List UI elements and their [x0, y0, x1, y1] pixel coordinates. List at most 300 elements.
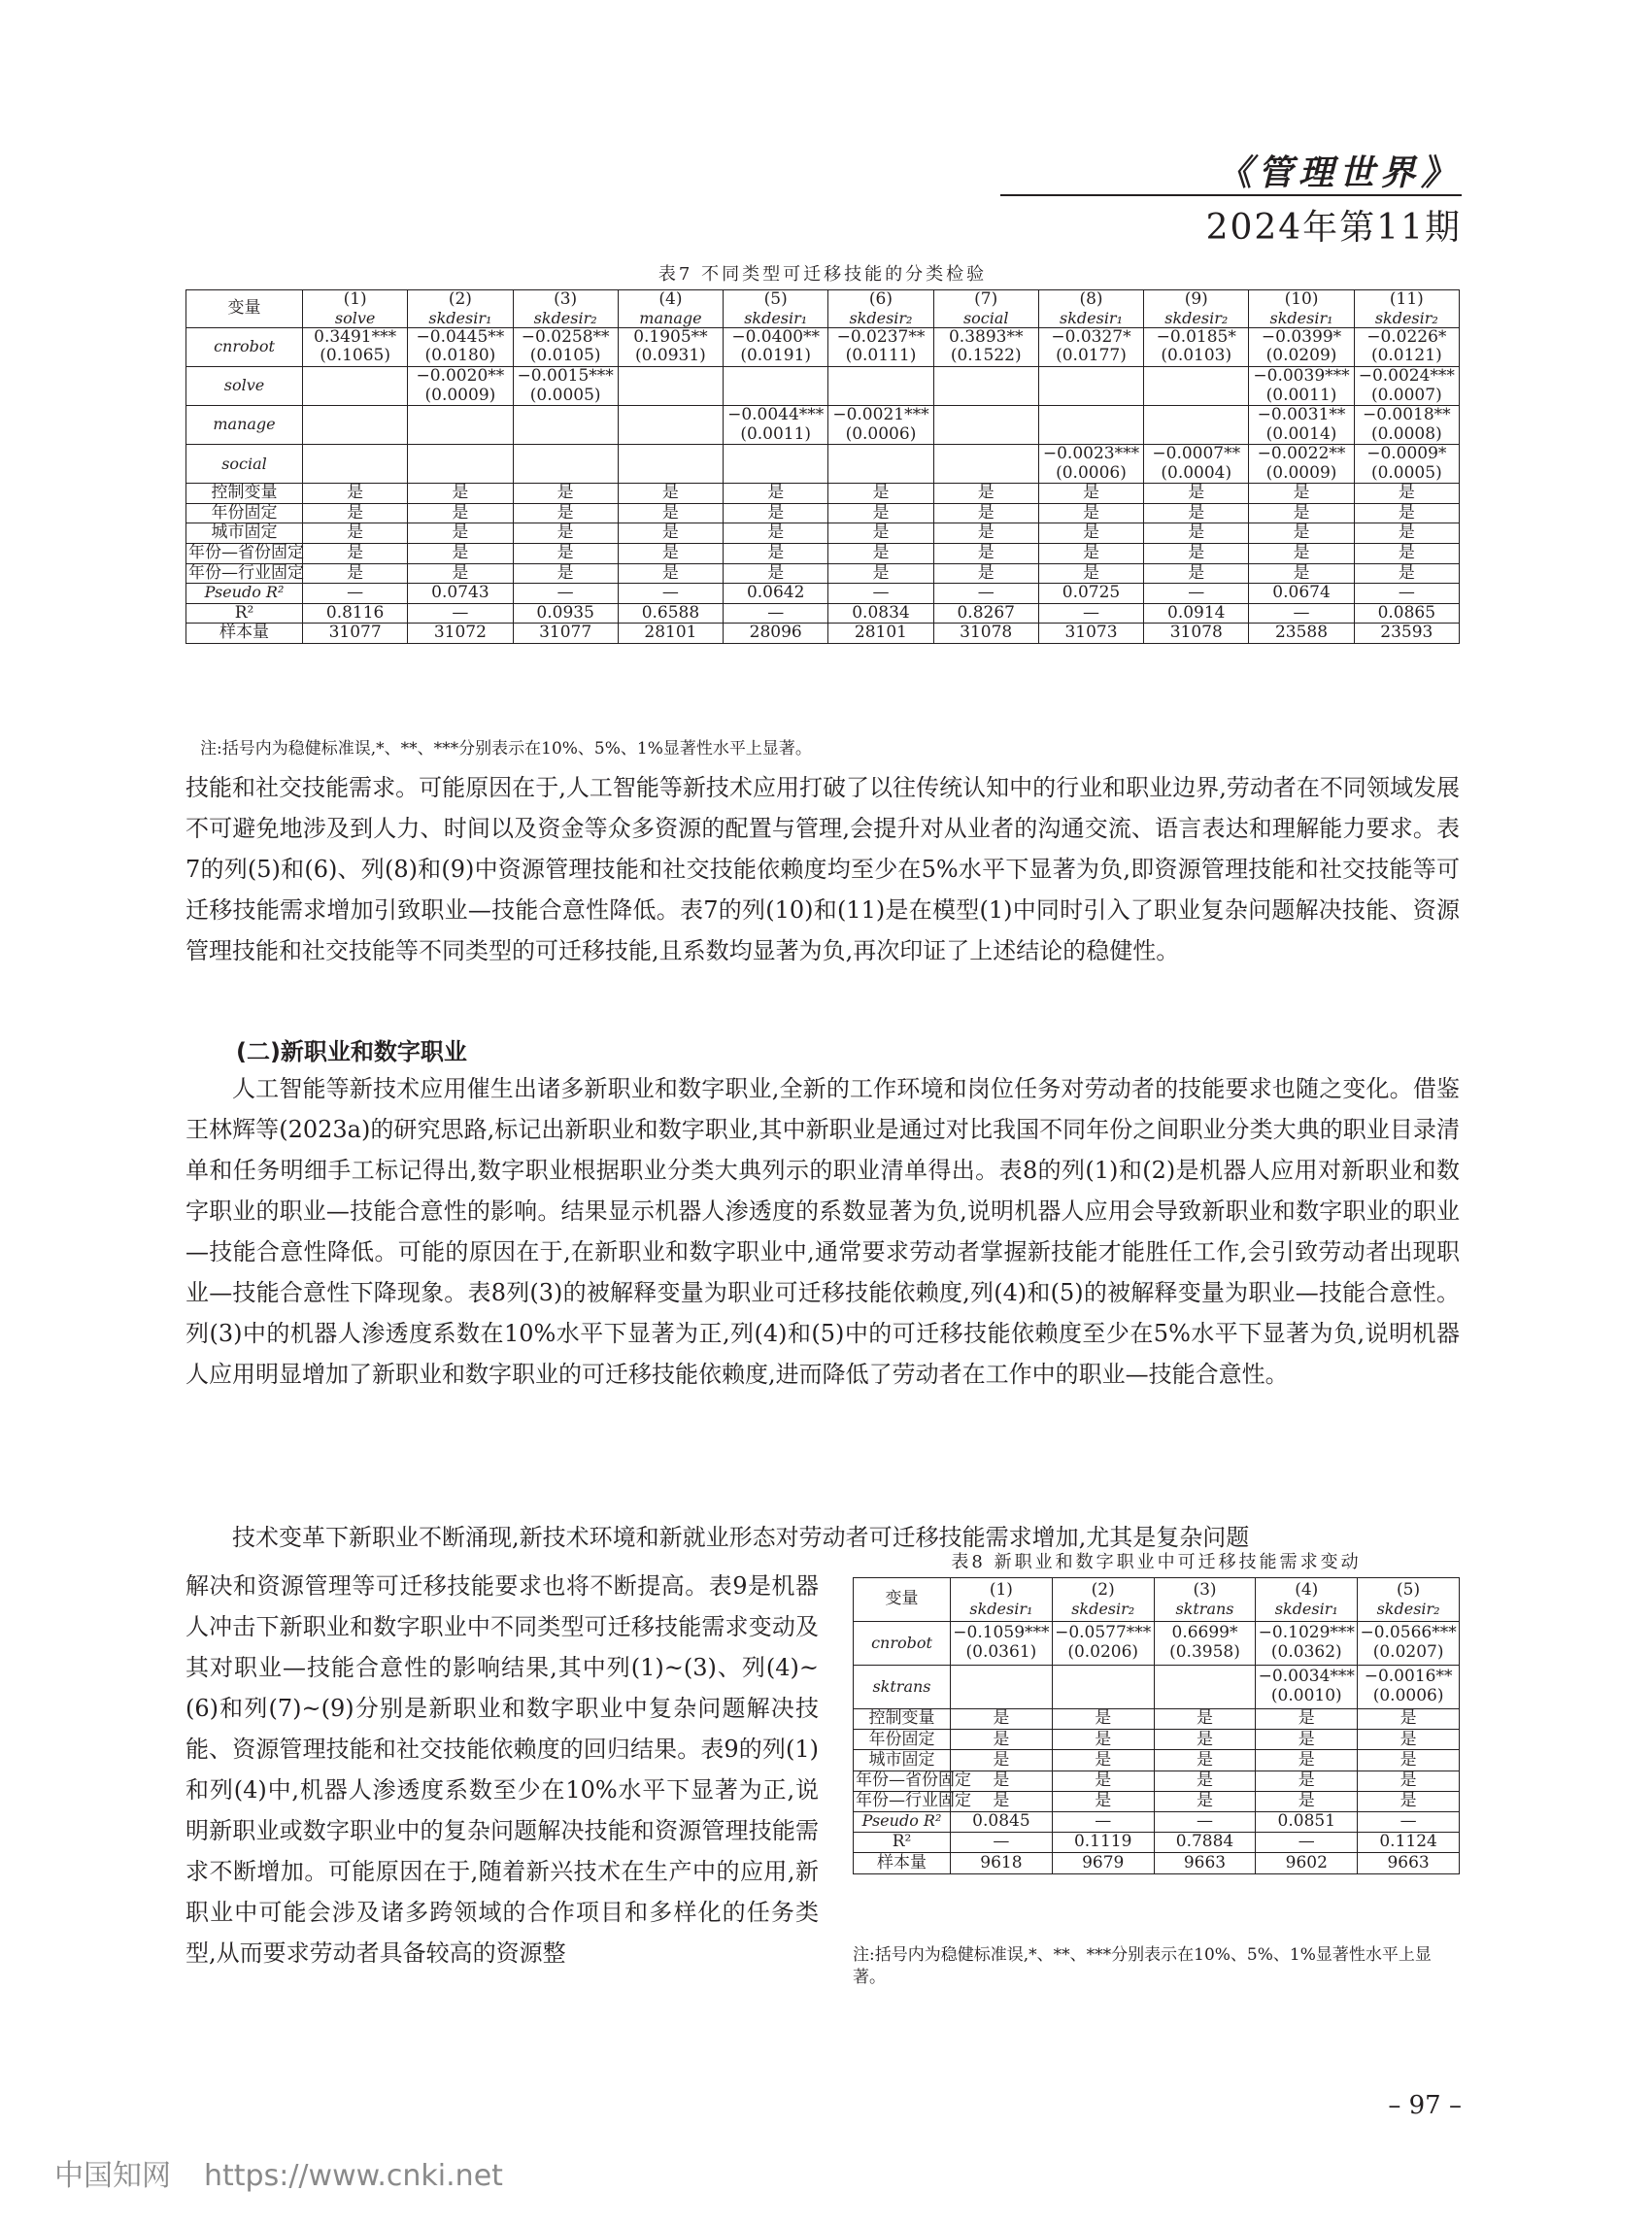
header-col-3: [513, 290, 618, 328]
coef-cell: [1144, 445, 1249, 484]
value-cell: 28096: [724, 624, 828, 644]
coef-value: −0.0400**: [731, 326, 821, 347]
header-rule: [1000, 194, 1462, 196]
value-cell: 是: [951, 1750, 1053, 1771]
coef-value: −0.0445**: [416, 326, 505, 347]
coef-value: −0.0022**: [1257, 444, 1346, 464]
coef-value: −0.0566***: [1360, 1623, 1457, 1643]
coef-value: −0.0034***: [1258, 1667, 1355, 1687]
value-cell: 是: [1354, 563, 1459, 584]
value-cell: 是: [618, 503, 723, 523]
value-cell: 是: [1038, 503, 1143, 523]
value-cell: 是: [1249, 563, 1354, 584]
col-dep-var: skdesir₂: [849, 308, 913, 327]
header-col-1: [303, 290, 408, 328]
se-value: (0.0206): [1067, 1642, 1139, 1662]
coef-value: −0.0327*: [1051, 326, 1131, 347]
value-cell: 0.0935: [513, 603, 618, 624]
coef-value: −0.0007**: [1152, 444, 1241, 464]
value-cell: 是: [1144, 484, 1249, 504]
value-cell: 9663: [1154, 1853, 1256, 1873]
col-dep-var: social: [962, 308, 1009, 327]
coef-cell: [933, 327, 1038, 366]
value-cell: 31078: [1144, 624, 1249, 644]
value-cell: 是: [1038, 523, 1143, 544]
footer-url[interactable]: https://www.cnki.net: [204, 2159, 503, 2193]
se-value: (0.0361): [965, 1642, 1037, 1662]
table7-note: 注:括号内为稳健标准误,*、**、***分别表示在10%、5%、1%显著性水平上显著。: [200, 739, 812, 759]
coef-cell: [303, 406, 408, 445]
value-cell: 是: [1358, 1730, 1460, 1750]
value-cell: —: [1052, 1811, 1154, 1832]
header-col-8: [1038, 290, 1143, 328]
value-cell: 31078: [933, 624, 1038, 644]
coef-cell: [618, 445, 723, 484]
page-number: – 97 –: [1388, 2091, 1462, 2120]
coef-cell: [408, 406, 513, 445]
value-cell: 是: [408, 503, 513, 523]
coef-value: −0.0009*: [1366, 444, 1447, 464]
value-cell: 是: [513, 523, 618, 544]
value-cell: 0.1119: [1052, 1833, 1154, 1853]
value-cell: 0.7884: [1154, 1833, 1256, 1853]
header-col-2: [1052, 1578, 1154, 1622]
coef-cell: [408, 445, 513, 484]
col-dep-var: skdesir₁: [1269, 308, 1333, 327]
value-cell: —: [724, 603, 828, 624]
coef-cell: [1249, 367, 1354, 406]
coef-cell: [1354, 367, 1459, 406]
value-cell: 是: [1256, 1730, 1358, 1750]
row-label: R²: [186, 603, 303, 624]
value-cell: 是: [933, 484, 1038, 504]
coef-cell: [513, 445, 618, 484]
value-cell: 0.6588: [618, 603, 723, 624]
coef-cell: [1052, 1666, 1154, 1709]
coef-value: 0.3893**: [948, 326, 1024, 347]
se-value: (0.1522): [950, 346, 1022, 366]
col-number: (10): [1284, 289, 1319, 309]
header-col-5: [724, 290, 828, 328]
table8-caption: 表8 新职业和数字职业中可迁移技能需求变动: [951, 1552, 1362, 1572]
value-cell: 是: [1144, 523, 1249, 544]
header-variable: 变量: [186, 290, 303, 328]
paragraph-3-text-a: 技术变革下新职业不断涌现,新技术环境和新就业形态对劳动者可迁移技能需求增加,尤其是复杂问题: [232, 1524, 1250, 1551]
value-cell: 是: [1052, 1709, 1154, 1730]
coef-cell: [303, 367, 408, 406]
value-cell: 31077: [303, 624, 408, 644]
col-dep-var: skdesir₂: [533, 308, 597, 327]
coef-cell: [933, 406, 1038, 445]
value-cell: 是: [1144, 543, 1249, 563]
col-number: (7): [974, 289, 998, 309]
se-value: (0.0011): [1265, 385, 1337, 405]
value-cell: 是: [1154, 1709, 1256, 1730]
value-cell: 9679: [1052, 1853, 1154, 1873]
coef-cell: [951, 1666, 1053, 1709]
journal-title: 《管理世界》: [1216, 152, 1462, 193]
value-cell: 是: [1249, 523, 1354, 544]
se-value: (0.0008): [1370, 423, 1442, 444]
row-label: 样本量: [854, 1853, 951, 1873]
header-col-3: [1154, 1578, 1256, 1622]
row-label: 城市固定: [854, 1750, 951, 1771]
coef-cell: [1354, 406, 1459, 445]
col-dep-var: sktrans: [1175, 1599, 1234, 1618]
header-col-1: [951, 1578, 1053, 1622]
row-label: [186, 584, 303, 604]
header-col-2: [408, 290, 513, 328]
se-value: (0.0207): [1372, 1642, 1444, 1662]
value-cell: —: [1154, 1811, 1256, 1832]
row-label-text: Pseudo R²: [861, 1811, 942, 1831]
row-label: 年份—省份固定: [854, 1771, 951, 1791]
value-cell: 9663: [1358, 1853, 1460, 1873]
row-label-cnrobot: cnrobot: [186, 327, 303, 366]
value-cell: 是: [1358, 1709, 1460, 1730]
value-cell: —: [1144, 584, 1249, 604]
value-cell: 0.8116: [303, 603, 408, 624]
table7-caption: 表7 不同类型可迁移技能的分类检验: [657, 264, 988, 285]
value-cell: 是: [724, 503, 828, 523]
row-label: 控制变量: [186, 484, 303, 504]
coef-cell: [1354, 445, 1459, 484]
coef-cell: [1358, 1666, 1460, 1709]
value-cell: 0.0674: [1249, 584, 1354, 604]
value-cell: 0.0851: [1256, 1811, 1358, 1832]
col-number: (3): [1193, 1580, 1217, 1601]
value-cell: 是: [951, 1791, 1053, 1811]
coef-cell: [1144, 367, 1249, 406]
value-cell: 是: [828, 563, 933, 584]
coef-value: −0.0023***: [1042, 444, 1140, 464]
coef-value: −0.0024***: [1358, 366, 1455, 387]
value-cell: —: [513, 584, 618, 604]
se-value: (0.0111): [845, 346, 917, 366]
se-value: (0.0014): [1265, 423, 1337, 444]
value-cell: 是: [1038, 563, 1143, 584]
coef-cell: [1358, 1622, 1460, 1666]
value-cell: 是: [1154, 1791, 1256, 1811]
row-label: 控制变量: [854, 1709, 951, 1730]
col-number: (1): [989, 1580, 1013, 1601]
value-cell: 是: [408, 543, 513, 563]
se-value: (0.1065): [320, 346, 390, 366]
value-cell: —: [1358, 1811, 1460, 1832]
value-cell: 是: [724, 543, 828, 563]
value-cell: 31072: [408, 624, 513, 644]
coef-cell: [1354, 327, 1459, 366]
value-cell: 是: [828, 523, 933, 544]
value-cell: 23593: [1354, 624, 1459, 644]
coef-value: −0.0258**: [521, 326, 610, 347]
table7: [185, 289, 1460, 644]
value-cell: 是: [513, 563, 618, 584]
value-cell: —: [618, 584, 723, 604]
coef-cell: [1144, 406, 1249, 445]
row-label: 年份—行业固定: [854, 1791, 951, 1811]
col-number: (2): [448, 289, 472, 309]
header-col-4: [1256, 1578, 1358, 1622]
coef-cell: [408, 327, 513, 366]
value-cell: 0.1124: [1358, 1833, 1460, 1853]
col-dep-var: solve: [334, 308, 376, 327]
coef-cell: [1249, 327, 1354, 366]
coef-cell: [1249, 406, 1354, 445]
se-value: (0.0103): [1161, 346, 1232, 366]
coef-cell: [1052, 1622, 1154, 1666]
se-value: (0.0931): [635, 346, 706, 366]
se-value: (0.0011): [740, 423, 812, 444]
value-cell: 是: [303, 543, 408, 563]
value-cell: 是: [933, 563, 1038, 584]
value-cell: 31077: [513, 624, 618, 644]
coef-cell: [933, 367, 1038, 406]
value-cell: —: [933, 584, 1038, 604]
coef-cell: [1256, 1666, 1358, 1709]
col-dep-var: manage: [639, 308, 702, 327]
value-cell: 是: [951, 1771, 1053, 1791]
value-cell: 是: [724, 484, 828, 504]
col-dep-var: skdesir₂: [1164, 308, 1229, 327]
value-cell: 是: [303, 503, 408, 523]
col-number: (4): [1295, 1580, 1319, 1601]
se-value: (0.0009): [424, 385, 496, 405]
value-cell: 是: [513, 484, 618, 504]
col-number: (9): [1184, 289, 1208, 309]
value-cell: —: [951, 1833, 1053, 1853]
value-cell: 是: [724, 523, 828, 544]
se-value: (0.0009): [1265, 462, 1337, 483]
value-cell: 是: [828, 503, 933, 523]
value-cell: 是: [1249, 484, 1354, 504]
value-cell: 是: [618, 543, 723, 563]
value-cell: 是: [1256, 1791, 1358, 1811]
coef-value: −0.0577***: [1055, 1623, 1152, 1643]
value-cell: —: [828, 584, 933, 604]
se-value: (0.0121): [1370, 346, 1442, 366]
value-cell: 是: [1256, 1771, 1358, 1791]
coef-cell: [828, 406, 933, 445]
col-number: (2): [1091, 1580, 1115, 1601]
coef-cell: [618, 406, 723, 445]
value-cell: 是: [303, 523, 408, 544]
value-cell: 是: [618, 484, 723, 504]
col-number: (6): [868, 289, 893, 309]
header-col-7: [933, 290, 1038, 328]
value-cell: 0.0834: [828, 603, 933, 624]
paragraph-1: [185, 767, 1460, 971]
coef-cell: [303, 445, 408, 484]
coef-value: −0.0021***: [832, 405, 929, 425]
value-cell: 0.8267: [933, 603, 1038, 624]
row-label-solve: solve: [186, 367, 303, 406]
row-label-social: social: [186, 445, 303, 484]
value-cell: 是: [951, 1709, 1053, 1730]
paragraph-3-text-b: 解决和资源管理等可迁移技能要求也将不断提高。表9是机器人冲击下新职业和数字职业中不同类型可迁移技能需求变动及其对职业—技能合意性的影响结果,其中列(1)~(3)、列(4)~(6)和列(7)~(9)分别是新职业和数字职业中复杂问题解决技能、资源管理技能和社交技能依赖度的回归结果。表9的列(1)和列(4)中,机器人渗透度系数至少在10%水平下显著为正,说明新职业或数字职业中的复杂问题解决技能和资源管理技能需求不断增加。可能原因在于,随着新兴技术在生产中的应用,新职业中可能会涉及诸多跨领域的合作项目和多样化的任务类型,从而要求劳动者具备较高的资源整: [185, 1572, 819, 1967]
se-value: (0.0191): [740, 346, 812, 366]
col-number: (11): [1389, 289, 1424, 309]
coef-cell: [724, 445, 828, 484]
coef-cell: [1154, 1622, 1256, 1666]
value-cell: 是: [933, 543, 1038, 563]
value-cell: 是: [1154, 1730, 1256, 1750]
section-heading: (二)新职业和数字职业: [236, 1038, 467, 1065]
value-cell: 是: [933, 523, 1038, 544]
value-cell: 是: [1256, 1750, 1358, 1771]
header-col-11: [1354, 290, 1459, 328]
value-cell: 是: [1358, 1791, 1460, 1811]
coef-value: −0.0044***: [727, 405, 825, 425]
col-number: (8): [1079, 289, 1103, 309]
coef-value: −0.0185*: [1156, 326, 1236, 347]
coef-cell: [513, 406, 618, 445]
value-cell: —: [1354, 584, 1459, 604]
value-cell: 9618: [951, 1853, 1053, 1873]
se-value: (0.0010): [1270, 1686, 1342, 1705]
coef-cell: [1038, 327, 1143, 366]
coef-value: −0.0226*: [1366, 326, 1447, 347]
value-cell: 是: [828, 543, 933, 563]
coef-cell: [618, 367, 723, 406]
value-cell: 是: [1154, 1771, 1256, 1791]
header-col-10: [1249, 290, 1354, 328]
value-cell: 是: [1154, 1750, 1256, 1771]
col-dep-var: skdesir₁: [744, 308, 808, 327]
value-cell: 0.0725: [1038, 584, 1143, 604]
col-dep-var: skdesir₂: [1376, 1599, 1440, 1618]
value-cell: 0.0914: [1144, 603, 1249, 624]
coef-cell: [828, 327, 933, 366]
row-label-sktrans: sktrans: [854, 1666, 951, 1709]
value-cell: —: [1038, 603, 1143, 624]
col-dep-var: skdesir₂: [1071, 1599, 1135, 1618]
value-cell: 是: [1249, 503, 1354, 523]
value-cell: 是: [408, 484, 513, 504]
value-cell: —: [1256, 1833, 1358, 1853]
value-cell: 是: [1249, 543, 1354, 563]
value-cell: 是: [303, 563, 408, 584]
paragraph-2: [185, 1068, 1460, 1395]
value-cell: 是: [618, 563, 723, 584]
row-label: 年份—省份固定: [186, 543, 303, 563]
coef-cell: [1038, 406, 1143, 445]
coef-cell: [1038, 445, 1143, 484]
se-value: (0.0005): [1370, 462, 1442, 483]
coef-value: −0.0015***: [517, 366, 614, 387]
se-value: (0.0006): [845, 423, 917, 444]
se-value: (0.0180): [424, 346, 496, 366]
coef-value: −0.0018**: [1362, 405, 1451, 425]
value-cell: 是: [1358, 1771, 1460, 1791]
se-value: (0.0209): [1265, 346, 1337, 366]
value-cell: 是: [1354, 484, 1459, 504]
header-col-5: [1358, 1578, 1460, 1622]
coef-cell: [1256, 1622, 1358, 1666]
coef-cell: [828, 445, 933, 484]
value-cell: —: [408, 603, 513, 624]
value-cell: 31073: [1038, 624, 1143, 644]
value-cell: 0.0642: [724, 584, 828, 604]
row-label-cnrobot: cnrobot: [854, 1622, 951, 1666]
coef-cell: [513, 327, 618, 366]
value-cell: 是: [933, 503, 1038, 523]
value-cell: 是: [1038, 484, 1143, 504]
coef-value: −0.1029***: [1258, 1623, 1355, 1643]
se-value: (0.0005): [529, 385, 601, 405]
col-dep-var: skdesir₁: [1059, 308, 1123, 327]
coef-value: 0.1905**: [633, 326, 708, 347]
col-number: (5): [763, 289, 788, 309]
value-cell: 23588: [1249, 624, 1354, 644]
header-col-4: [618, 290, 723, 328]
value-cell: 是: [1354, 543, 1459, 563]
value-cell: 是: [1052, 1771, 1154, 1791]
se-value: (0.3958): [1169, 1642, 1240, 1662]
value-cell: 28101: [618, 624, 723, 644]
coef-cell: [513, 367, 618, 406]
coef-value: −0.0016**: [1364, 1667, 1453, 1687]
col-dep-var: skdesir₁: [428, 308, 492, 327]
value-cell: 28101: [828, 624, 933, 644]
value-cell: 是: [618, 523, 723, 544]
footer: [54, 2151, 503, 2194]
paragraph-3-column: [185, 1566, 819, 1973]
coef-cell: [1249, 445, 1354, 484]
se-value: (0.0006): [1372, 1686, 1444, 1705]
footer-site: 中国知网: [54, 2159, 171, 2193]
col-number: (1): [343, 289, 367, 309]
col-dep-var: skdesir₂: [1374, 308, 1438, 327]
coef-cell: [828, 367, 933, 406]
value-cell: —: [1249, 603, 1354, 624]
value-cell: 是: [1038, 543, 1143, 563]
coef-cell: [724, 406, 828, 445]
coef-cell: [618, 327, 723, 366]
coef-value: −0.1059***: [953, 1623, 1050, 1643]
value-cell: 是: [1052, 1791, 1154, 1811]
value-cell: 是: [513, 503, 618, 523]
se-value: (0.0007): [1370, 385, 1442, 405]
header-col-6: [828, 290, 933, 328]
col-dep-var: skdesir₁: [969, 1599, 1033, 1618]
col-number: (4): [658, 289, 683, 309]
coef-value: −0.0020**: [416, 366, 505, 387]
value-cell: 是: [408, 523, 513, 544]
value-cell: 是: [951, 1730, 1053, 1750]
se-value: (0.0362): [1270, 1642, 1342, 1662]
coef-cell: [933, 445, 1038, 484]
value-cell: 0.0865: [1354, 603, 1459, 624]
value-cell: 是: [1354, 523, 1459, 544]
value-cell: 是: [724, 563, 828, 584]
value-cell: 是: [1144, 563, 1249, 584]
value-cell: 是: [1358, 1750, 1460, 1771]
coef-cell: [724, 327, 828, 366]
se-value: (0.0006): [1056, 462, 1127, 483]
value-cell: 是: [828, 484, 933, 504]
header-variable: 变量: [854, 1578, 951, 1622]
coef-cell: [1144, 327, 1249, 366]
row-label: 样本量: [186, 624, 303, 644]
col-number: (3): [554, 289, 578, 309]
value-cell: 是: [1354, 503, 1459, 523]
value-cell: 是: [303, 484, 408, 504]
value-cell: 是: [513, 543, 618, 563]
table8: [853, 1577, 1460, 1874]
row-label: 城市固定: [186, 523, 303, 544]
value-cell: 0.0743: [408, 584, 513, 604]
